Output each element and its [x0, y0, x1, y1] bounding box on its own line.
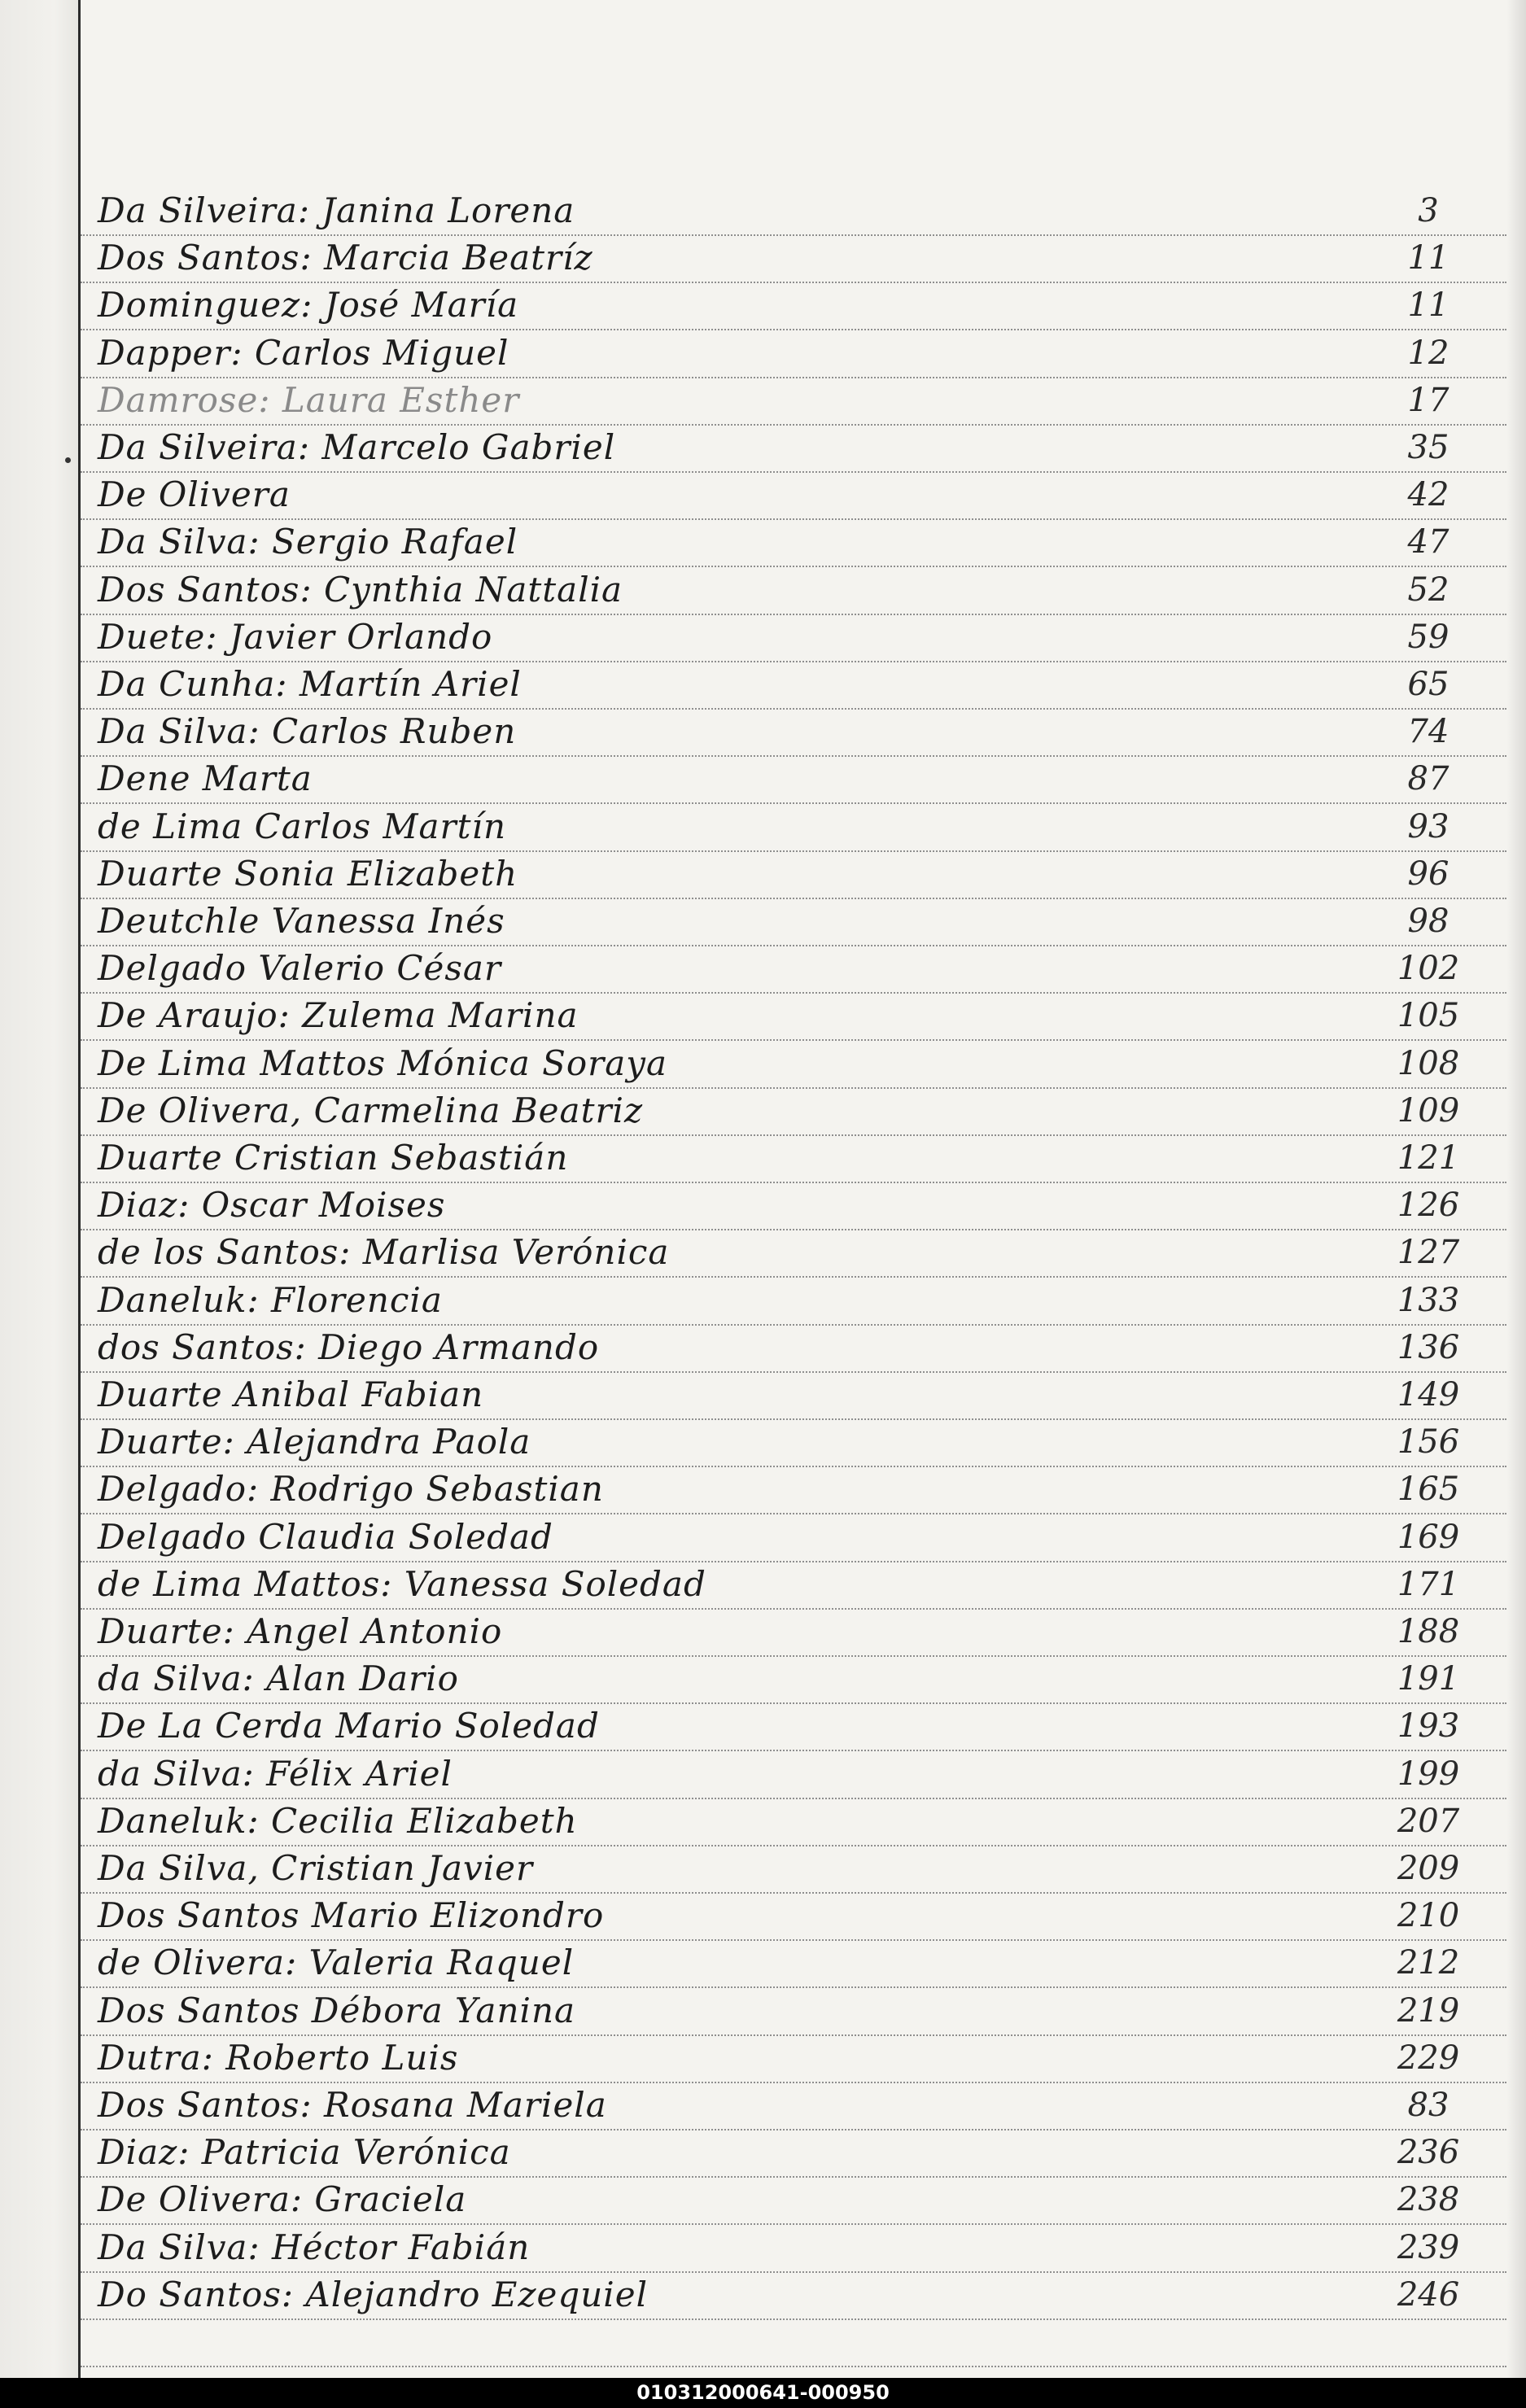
entry-page-number: 96 — [1407, 855, 1449, 893]
entry-name: de Lima Carlos Martín — [98, 806, 506, 846]
entry-name: Diaz: Patricia Verónica — [98, 2132, 511, 2172]
entry-page-number: 11 — [1407, 286, 1449, 324]
index-entry — [0, 1514, 1526, 1561]
entry-name: Dapper: Carlos Miguel — [98, 333, 509, 373]
entry-page-number: 42 — [1407, 476, 1449, 514]
entry-name: Dos Santos: Rosana Mariela — [98, 2085, 607, 2125]
entry-name: Duarte Anibal Fabian — [98, 1374, 484, 1414]
index-entry — [0, 1087, 1526, 1134]
index-entry — [0, 708, 1526, 755]
entry-page-number: 93 — [1407, 808, 1449, 846]
entry-name: Damrose: Laura Esther — [98, 380, 520, 420]
entry-name: Delgado: Rodrigo Sebastian — [98, 1469, 604, 1509]
index-entry — [0, 518, 1526, 566]
entry-name: Da Silveira: Janina Lorena — [98, 190, 575, 230]
entry-page-number: 98 — [1407, 902, 1449, 940]
entry-page-number: 102 — [1397, 950, 1460, 987]
index-entry — [0, 803, 1526, 850]
entry-page-number: 35 — [1407, 429, 1449, 466]
entry-name: da Silva: Félix Ariel — [98, 1754, 453, 1794]
entry-name: Dos Santos: Cynthia Nattalia — [98, 570, 623, 610]
entry-name: Da Silva: Carlos Ruben — [98, 711, 517, 751]
entry-name: Duarte Cristian Sebastián — [98, 1138, 569, 1178]
entry-page-number: 11 — [1407, 239, 1449, 277]
index-entry — [0, 945, 1526, 992]
entry-page-number: 191 — [1397, 1660, 1460, 1698]
entry-page-number: 207 — [1397, 1803, 1460, 1840]
entry-name: Dos Santos Mario Elizondro — [98, 1895, 605, 1935]
entry-page-number: 156 — [1397, 1423, 1460, 1461]
index-entry — [0, 471, 1526, 518]
entry-name: Duete: Javier Orlando — [98, 617, 493, 657]
index-entry — [0, 1608, 1526, 1655]
entry-name: Duarte: Alejandra Paola — [98, 1422, 531, 1462]
index-entry — [0, 2082, 1526, 2129]
index-entry — [0, 566, 1526, 614]
index-entry — [0, 1466, 1526, 1513]
entry-name: de los Santos: Marlisa Verónica — [98, 1232, 670, 1272]
entry-name: Dos Santos: Marcia Beatríz — [98, 238, 593, 278]
index-entry — [0, 1561, 1526, 1608]
entry-page-number: 188 — [1397, 1613, 1460, 1650]
index-entry — [0, 992, 1526, 1039]
index-entry — [0, 661, 1526, 708]
index-entry — [0, 1702, 1526, 1750]
entry-page-number: 59 — [1407, 618, 1449, 656]
index-entry — [0, 1750, 1526, 1798]
index-entry — [0, 1845, 1526, 1892]
entry-page-number: 229 — [1397, 2039, 1460, 2077]
entry-page-number: 165 — [1397, 1471, 1460, 1508]
entry-page-number: 126 — [1397, 1187, 1460, 1224]
index-entry — [0, 1277, 1526, 1324]
entry-page-number: 74 — [1407, 713, 1449, 750]
entry-name: De Olivera: Graciela — [98, 2179, 467, 2219]
entry-name: Da Cunha: Martín Ariel — [98, 664, 522, 704]
index-entry — [0, 1987, 1526, 2034]
entry-page-number: 65 — [1407, 666, 1449, 703]
entry-name: de Olivera: Valeria Raquel — [98, 1943, 575, 1982]
entry-name: Do Santos: Alejandro Ezequiel — [98, 2275, 649, 2314]
index-entry — [0, 1324, 1526, 1371]
entry-page-number: 210 — [1397, 1897, 1460, 1934]
entry-page-number: 239 — [1397, 2229, 1460, 2266]
entry-page-number: 209 — [1397, 1850, 1460, 1887]
entry-page-number: 83 — [1407, 2087, 1449, 2124]
entry-name: Delgado Valerio César — [98, 948, 502, 988]
entry-name: da Silva: Alan Dario — [98, 1659, 459, 1698]
entry-name: De Lima Mattos Mónica Soraya — [98, 1043, 668, 1083]
entry-name: Da Silva, Cristian Javier — [98, 1848, 534, 1888]
index-entry — [0, 234, 1526, 282]
entry-page-number: 149 — [1397, 1376, 1460, 1414]
entry-name: Dutra: Roberto Luis — [98, 2038, 459, 2078]
entry-page-number: 136 — [1397, 1329, 1460, 1366]
index-entry — [0, 1182, 1526, 1229]
index-entry — [0, 614, 1526, 661]
index-entry — [0, 2176, 1526, 2223]
entry-page-number: 238 — [1397, 2181, 1460, 2218]
index-entry — [0, 424, 1526, 471]
index-entry — [0, 755, 1526, 802]
entry-page-number: 236 — [1397, 2134, 1460, 2171]
entry-page-number: 133 — [1397, 1282, 1460, 1319]
entry-page-number: 127 — [1397, 1234, 1460, 1271]
index-entry — [0, 1939, 1526, 1986]
entry-name: Deutchle Vanessa Inés — [98, 901, 505, 941]
entry-name: De Araujo: Zulema Marina — [98, 995, 579, 1035]
entry-page-number: 169 — [1397, 1519, 1460, 1556]
index-entry — [0, 2224, 1526, 2271]
index-entry — [0, 1892, 1526, 1939]
index-entry — [0, 1798, 1526, 1845]
entry-page-number: 87 — [1407, 760, 1449, 798]
entry-page-number: 193 — [1397, 1707, 1460, 1745]
entry-name: dos Santos: Diego Armando — [98, 1327, 600, 1367]
index-entry — [0, 1134, 1526, 1182]
index-entry — [0, 377, 1526, 424]
entry-page-number: 212 — [1397, 1944, 1460, 1982]
entry-name: Da Silveira: Marcelo Gabriel — [98, 427, 616, 467]
entry-name: Da Silva: Héctor Fabián — [98, 2227, 531, 2267]
index-entry — [0, 1371, 1526, 1418]
entry-page-number: 47 — [1407, 523, 1449, 561]
entry-page-number: 108 — [1397, 1045, 1460, 1082]
entry-page-number: 105 — [1397, 997, 1460, 1034]
entry-name: Delgado Claudia Soledad — [98, 1517, 553, 1557]
index-entry — [0, 2271, 1526, 2318]
entry-page-number: 246 — [1397, 2276, 1460, 2314]
entry-name: Dominguez: José María — [98, 285, 519, 325]
entry-name: Duarte Sonia Elizabeth — [98, 854, 518, 894]
entry-name: De Olivera — [98, 474, 291, 514]
index-entry — [0, 187, 1526, 234]
document-id: 010312000641-000950 — [636, 2381, 890, 2404]
index-entry — [0, 850, 1526, 898]
index-entry — [0, 282, 1526, 329]
index-entry — [0, 2034, 1526, 2082]
index-entry — [0, 330, 1526, 377]
entry-page-number: 199 — [1397, 1755, 1460, 1793]
entry-page-number: 109 — [1397, 1092, 1460, 1130]
index-entry — [0, 1655, 1526, 1702]
entry-name: Daneluk: Florencia — [98, 1280, 443, 1320]
entry-name: De La Cerda Mario Soledad — [98, 1706, 600, 1746]
index-entry — [0, 2129, 1526, 2176]
footer-bar — [0, 2378, 1526, 2408]
entry-page-number: 12 — [1407, 334, 1449, 372]
entry-name: Dos Santos Débora Yanina — [98, 1991, 576, 2030]
entry-page-number: 219 — [1397, 1992, 1460, 2030]
entry-name: Diaz: Oscar Moises — [98, 1185, 446, 1225]
entry-name: De Olivera, Carmelina Beatriz — [98, 1090, 644, 1130]
index-entry — [0, 1229, 1526, 1276]
entry-name: Dene Marta — [98, 758, 313, 798]
entry-page-number: 171 — [1397, 1566, 1460, 1603]
entry-name: Da Silva: Sergio Rafael — [98, 522, 518, 562]
entry-name: de Lima Mattos: Vanessa Soledad — [98, 1564, 706, 1604]
entry-page-number: 17 — [1407, 382, 1449, 419]
entry-page-number: 121 — [1397, 1139, 1460, 1177]
index-entry — [0, 1418, 1526, 1466]
entry-name: Daneluk: Cecilia Elizabeth — [98, 1801, 578, 1841]
entry-page-number: 3 — [1418, 192, 1439, 229]
index-entry — [0, 898, 1526, 945]
index-entry — [0, 1040, 1526, 1087]
entry-page-number: 52 — [1407, 571, 1449, 609]
entry-name: Duarte: Angel Antonio — [98, 1611, 503, 1651]
